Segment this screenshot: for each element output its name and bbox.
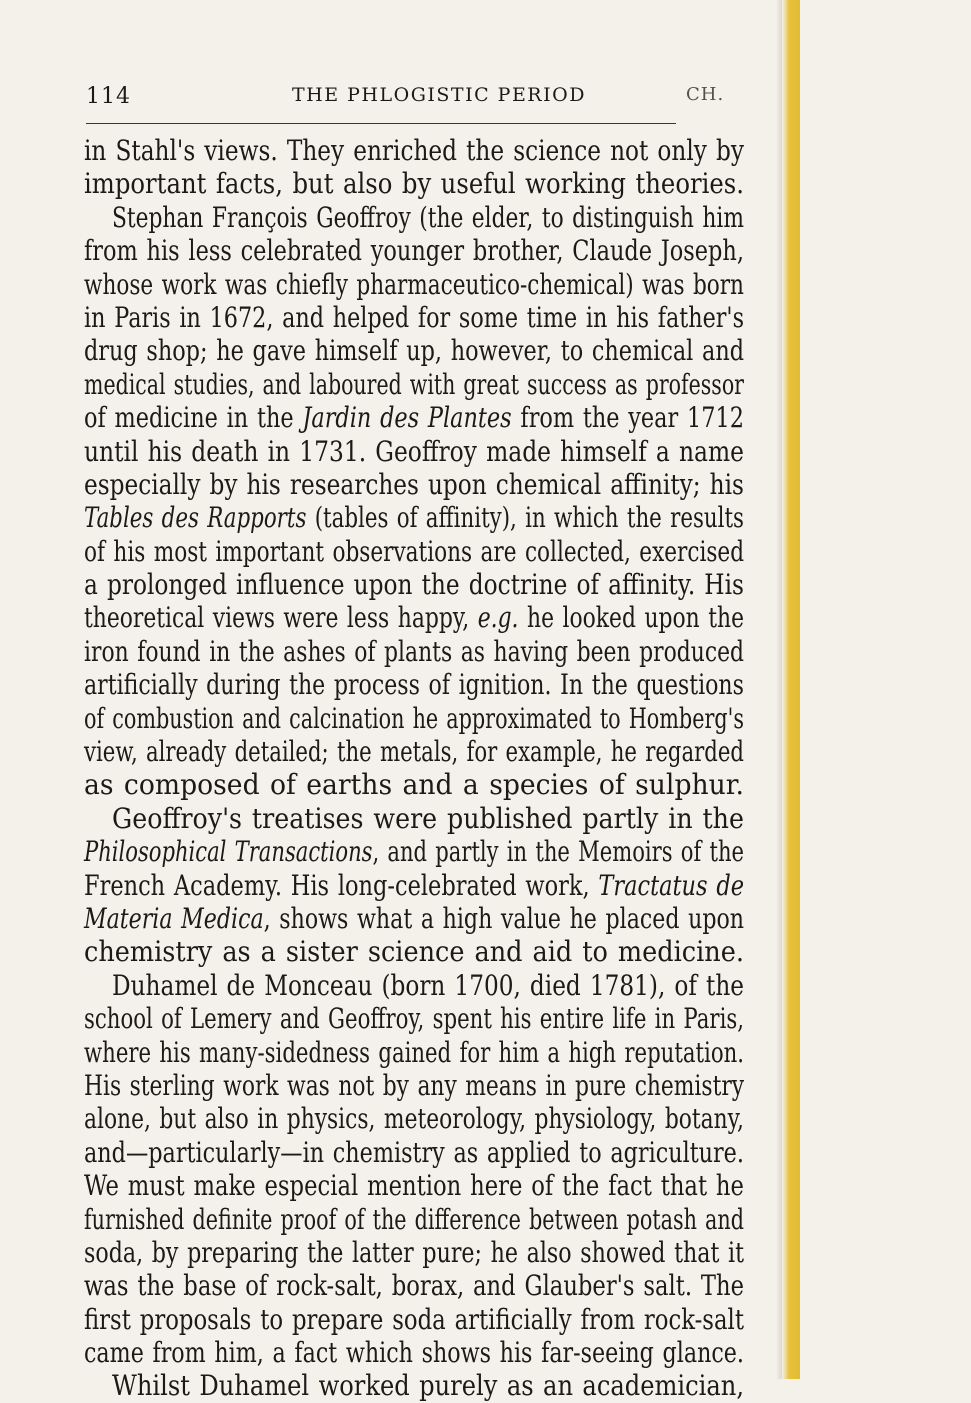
body-text <box>84 134 744 1403</box>
page-number: 114 <box>86 84 131 109</box>
text-line: a prolonged influence upon the doctrine of affinity. His <box>84 568 744 602</box>
text-line: of combustion and calcination he approximated to Homberg's <box>84 701 744 735</box>
text-line: from his less celebrated younger brother, Claude Joseph, <box>84 234 744 268</box>
text-line: furnished definite proof of the difference between potash and <box>84 1202 745 1236</box>
text-line: theoretical views were less happy, e.g. he looked upon the <box>84 601 744 635</box>
text-line: Materia Medica, shows what a high value he placed upon <box>84 901 745 935</box>
paragraph-start-line: Whilst Duhamel worked purely as an academician, <box>112 1369 745 1403</box>
text-line: drug shop; he gave himself up, however, to chemical and <box>84 334 745 368</box>
text-line: and—particularly—in chemistry as applied to agriculture. <box>84 1135 744 1169</box>
text-line: Philosophical Transactions, and partly in the Memoirs of the <box>84 835 745 869</box>
text-line: Tables des Rapports (tables of affinity), in which the results <box>84 501 745 535</box>
text-line: iron found in the ashes of plants as having been produced <box>84 634 745 668</box>
text-line: view, already detailed; the metals, for example, he regarded <box>84 735 744 769</box>
paragraph-start-line: Geoffroy's treatises were published partly in the <box>112 801 744 835</box>
text-line: His sterling work was not by any means in pure chemistry <box>84 1068 745 1102</box>
text-line: important facts, but also by useful working theories. <box>84 167 744 201</box>
text-line: artificially during the process of ignition. In the questions <box>84 668 744 702</box>
text-line: as composed of earths and a species of sulphur. <box>84 768 745 802</box>
text-line: medical studies, and laboured with great success as professor <box>84 367 744 401</box>
page-edge <box>782 0 800 1379</box>
text-line: We must make especial mention here of the fact that he <box>84 1169 744 1203</box>
text-line: came from him, a fact which shows his far-seeing glance. <box>84 1336 744 1370</box>
running-title: THE PHLOGISTIC PERIOD <box>292 84 586 106</box>
page-header <box>86 84 738 118</box>
text-line: whose work was chiefly pharmaceutico-chemical) was born <box>84 267 744 301</box>
text-line: alone, but also in physics, meteorology, physiology, botany, <box>84 1102 744 1136</box>
text-line: in Stahl's views. They enriched the science not only by <box>84 134 744 167</box>
text-line: chemistry as a sister science and aid to medicine. <box>84 935 744 969</box>
text-line: of medicine in the Jardin des Plantes from the year 1712 <box>84 401 744 435</box>
text-line: soda, by preparing the latter pure; he also showed that it <box>84 1235 744 1269</box>
text-line: in Paris in 1672, and helped for some time in his father's <box>84 300 745 334</box>
header-rule <box>86 123 676 124</box>
text-line: school of Lemery and Geoffroy, spent his entire life in Paris, <box>84 1002 745 1036</box>
chapter-mark: CH. <box>686 84 725 105</box>
paragraph-start-line: Duhamel de Monceau (born 1700, died 1781), of the <box>112 968 745 1002</box>
text-line: of his most important observations are collected, exercised <box>84 534 745 568</box>
text-line: until his death in 1731. Geoffroy made himself a name <box>84 434 744 468</box>
text-line: French Academy. His long-celebrated work, Tractatus de <box>84 868 745 902</box>
text-line: especially by his researches upon chemical affinity; his <box>84 467 744 501</box>
paragraph-start-line: Stephan François Geoffroy (the elder, to distinguish him <box>112 200 744 234</box>
text-line: was the base of rock-salt, borax, and Glauber's salt. The <box>84 1269 744 1303</box>
text-line: first proposals to prepare soda artificially from rock-salt <box>84 1302 744 1336</box>
text-line: where his many-sidedness gained for him a high reputation. <box>84 1035 745 1069</box>
